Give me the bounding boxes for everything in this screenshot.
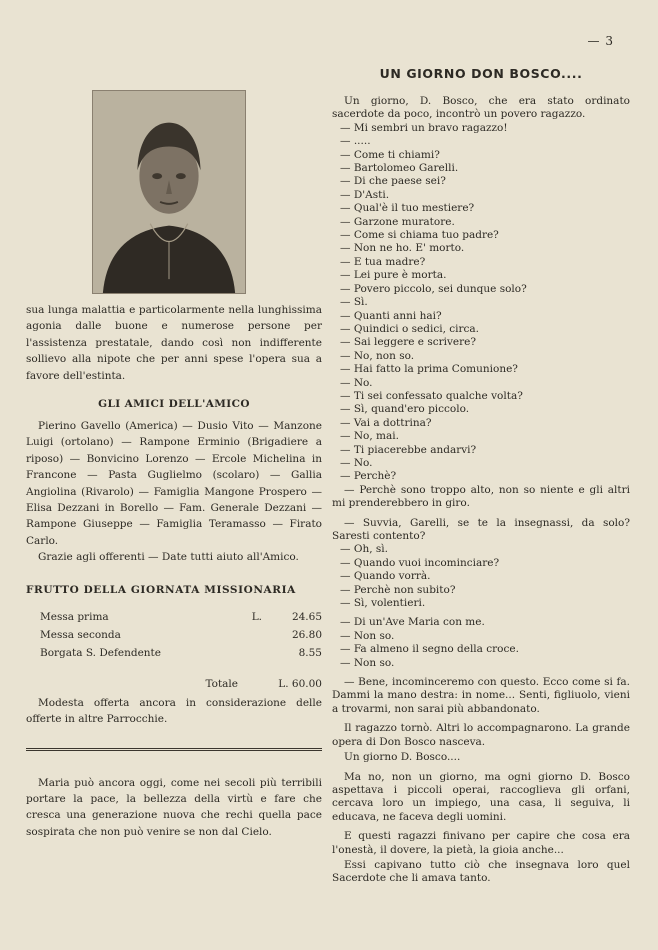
story-outcome: Il ragazzo tornò. Altri lo accompagnarono. La grande opera di Don Bosco nasceva. xyxy=(332,722,630,748)
dialogue-line: — Di che paese sei? xyxy=(340,175,446,188)
story-refrain: Un giorno D. Bosco.... xyxy=(344,751,461,764)
ledger-total-row xyxy=(26,662,322,693)
ledger-amount: 26.80 xyxy=(291,628,322,641)
ledger-currency xyxy=(222,644,262,662)
total-amount: L. 60.00 xyxy=(278,677,322,690)
ledger-currency xyxy=(222,626,262,644)
ledger-currency: L. xyxy=(251,610,262,623)
story-learned: E questi ragazzi finivano per capire che cosa era l'onestà, il dovere, la pietà, la gioia anche... xyxy=(332,830,630,856)
dialogue-line: — Bartolomeo Garelli. xyxy=(340,162,459,175)
story-title: UN GIORNO DON BOSCO.... xyxy=(379,66,583,81)
dialogue-line: — Fa almeno il segno della croce. xyxy=(340,643,519,656)
dialogue-line: — No, non so. xyxy=(340,349,415,362)
dialogue-line: — Qual'è il tuo mestiere? xyxy=(340,202,475,215)
right-column xyxy=(332,66,630,886)
dialogue-line: — Vai a dottrina? xyxy=(340,416,432,429)
dialogue-line: — Ti piacerebbe andarvi? xyxy=(340,443,477,456)
dialogue-offer: — Suvvia, Garelli, se te la insegnassi, da solo? Saresti contento? xyxy=(332,516,630,542)
dialogue-line: — ..... xyxy=(340,135,371,148)
section-divider xyxy=(26,748,322,751)
dialogue-line: — Sì, volentieri. xyxy=(340,597,426,610)
fund-heading: FRUTTO DELLA GIORNATA MISSIONARIA xyxy=(26,583,296,596)
ledger-row xyxy=(26,608,322,626)
obituary-text: sua lunga malattia e particolarmente nella lunghissima agonia dalle buone e numerose persone per l'assistenza prestatale, dando così non indifferente sollievo alla nipote che per anni spese l'opera sua a favore dell'estinta. xyxy=(26,304,322,382)
dialogue-line: — Come si chiama tuo padre? xyxy=(340,229,499,242)
story-final: Essi capivano tutto ciò che insegnava loro quel Sacerdote che li amava tanto. xyxy=(332,858,630,885)
dialogue-line: — Hai fatto la prima Comunione? xyxy=(340,363,518,376)
dialogue-line: — Quando vuoi incominciare? xyxy=(340,556,500,569)
dialogue-line: — Perchè non subito? xyxy=(340,583,456,596)
dialogue-line: — Oh, sì. xyxy=(340,543,388,556)
dialogue-line: — Quanti anni hai? xyxy=(340,309,442,322)
dialogue-line: — Ti sei confessato qualche volta? xyxy=(340,389,523,402)
dialogue-line: — No, mai. xyxy=(340,430,399,443)
dialogue-line: — Non ne ho. E' morto. xyxy=(340,242,465,255)
ledger-label: Messa prima xyxy=(40,610,109,623)
friends-list: Pierino Gavello (America) — Dusio Vito — Manzone Luigi (ortolano) — Rampone Erminio (Brigadiere a riposo) — Bonvicino Lorenzo — Ercole Michelina in Francone — Pasta Guglielmo (scolaro) — Gallia Angiolina (Rivarolo) — Famiglia Mangone Prospero — Elisa Dezzani in Borello — Fam. Generale Dezzani — Rampone Giuseppe — Famiglia Teramasso — Firato Carlo. xyxy=(26,420,322,547)
ledger-amount: 24.65 xyxy=(291,610,322,623)
dialogue-line: — Come ti chiami? xyxy=(340,148,440,161)
story-begin: — Bene, incominceremo con questo. Ecco come si fa. Dammi la mano destra: in nome... Senti, figliuolo, vieni a trovarmi, non sarai più abbandonato. xyxy=(332,676,630,715)
ledger-label: Borgata S. Defendente xyxy=(40,646,161,659)
dialogue-line: — No. xyxy=(340,456,373,469)
dialogue-line: — Quando vorrà. xyxy=(340,570,431,583)
dialogue-line: — Sai leggere e scrivere? xyxy=(340,336,476,349)
story-every-day: Ma no, non un giorno, ma ogni giorno D. Bosco aspettava i piccoli operai, raccoglieva gli orfani, cercava loro un impiego, una casa, li seguiva, li educava, ne faceva degli uomini. xyxy=(332,770,630,823)
dialogue-reply: — Perchè sono troppo alto, non so niente e gli altri mi prenderebbero in giro. xyxy=(332,483,630,510)
story-intro: Un giorno, D. Bosco, che era stato ordinato sacerdote da poco, incontrò un povero ragazzo. xyxy=(332,95,630,121)
portrait-image xyxy=(93,91,245,293)
dialogue-line: — Mi sembri un bravo ragazzo! xyxy=(340,121,508,134)
page-number: — 3 xyxy=(587,34,614,48)
dialogue-line: — Quindici o sedici, circa. xyxy=(340,322,479,335)
dialogue-line: — D'Asti. xyxy=(340,188,390,201)
total-label: Totale xyxy=(205,677,238,690)
closing-text: Maria può ancora oggi, come nei secoli più terribili portare la pace, la bellezza della virtù e fare che cresca una generazione nuova che rechi quella pace sospirata che non può venire se non dal Cielo. xyxy=(26,776,322,838)
dialogue-line: — E tua madre? xyxy=(340,255,426,268)
left-column xyxy=(26,80,322,840)
dialogue-line: — Lei pure è morta. xyxy=(340,269,447,282)
fund-note: Modesta offerta ancora in considerazione delle offerte in altre Parrocchie. xyxy=(26,696,322,726)
ledger-row xyxy=(26,644,322,662)
dialogue-block xyxy=(332,122,630,484)
fund-ledger xyxy=(26,608,322,693)
dialogue-line: — Non so. xyxy=(340,656,395,669)
dialogue-line: — Sì. xyxy=(340,296,368,309)
dialogue-line: — No. xyxy=(340,376,373,389)
dialogue-line: — Non so. xyxy=(340,629,395,642)
ledger-label: Messa seconda xyxy=(40,628,121,641)
dialogue-block xyxy=(332,616,630,670)
dialogue-line: — Di un'Ave Maria con me. xyxy=(340,616,485,629)
dialogue-line: — Povero piccolo, sei dunque solo? xyxy=(340,282,527,295)
dialogue-line: — Perchè? xyxy=(340,470,397,483)
dialogue-line: — Sì, quand'ero piccolo. xyxy=(340,403,470,416)
ledger-amount: 8.55 xyxy=(298,646,322,659)
thanks-note: Grazie agli offerenti — Date tutti aiuto all'Amico. xyxy=(38,551,299,564)
friends-heading: GLI AMICI DELL'AMICO xyxy=(98,398,250,411)
ledger-row xyxy=(26,626,322,644)
portrait-photo xyxy=(92,90,246,294)
dialogue-line: — Garzone muratore. xyxy=(340,215,455,228)
dialogue-block xyxy=(332,543,630,610)
